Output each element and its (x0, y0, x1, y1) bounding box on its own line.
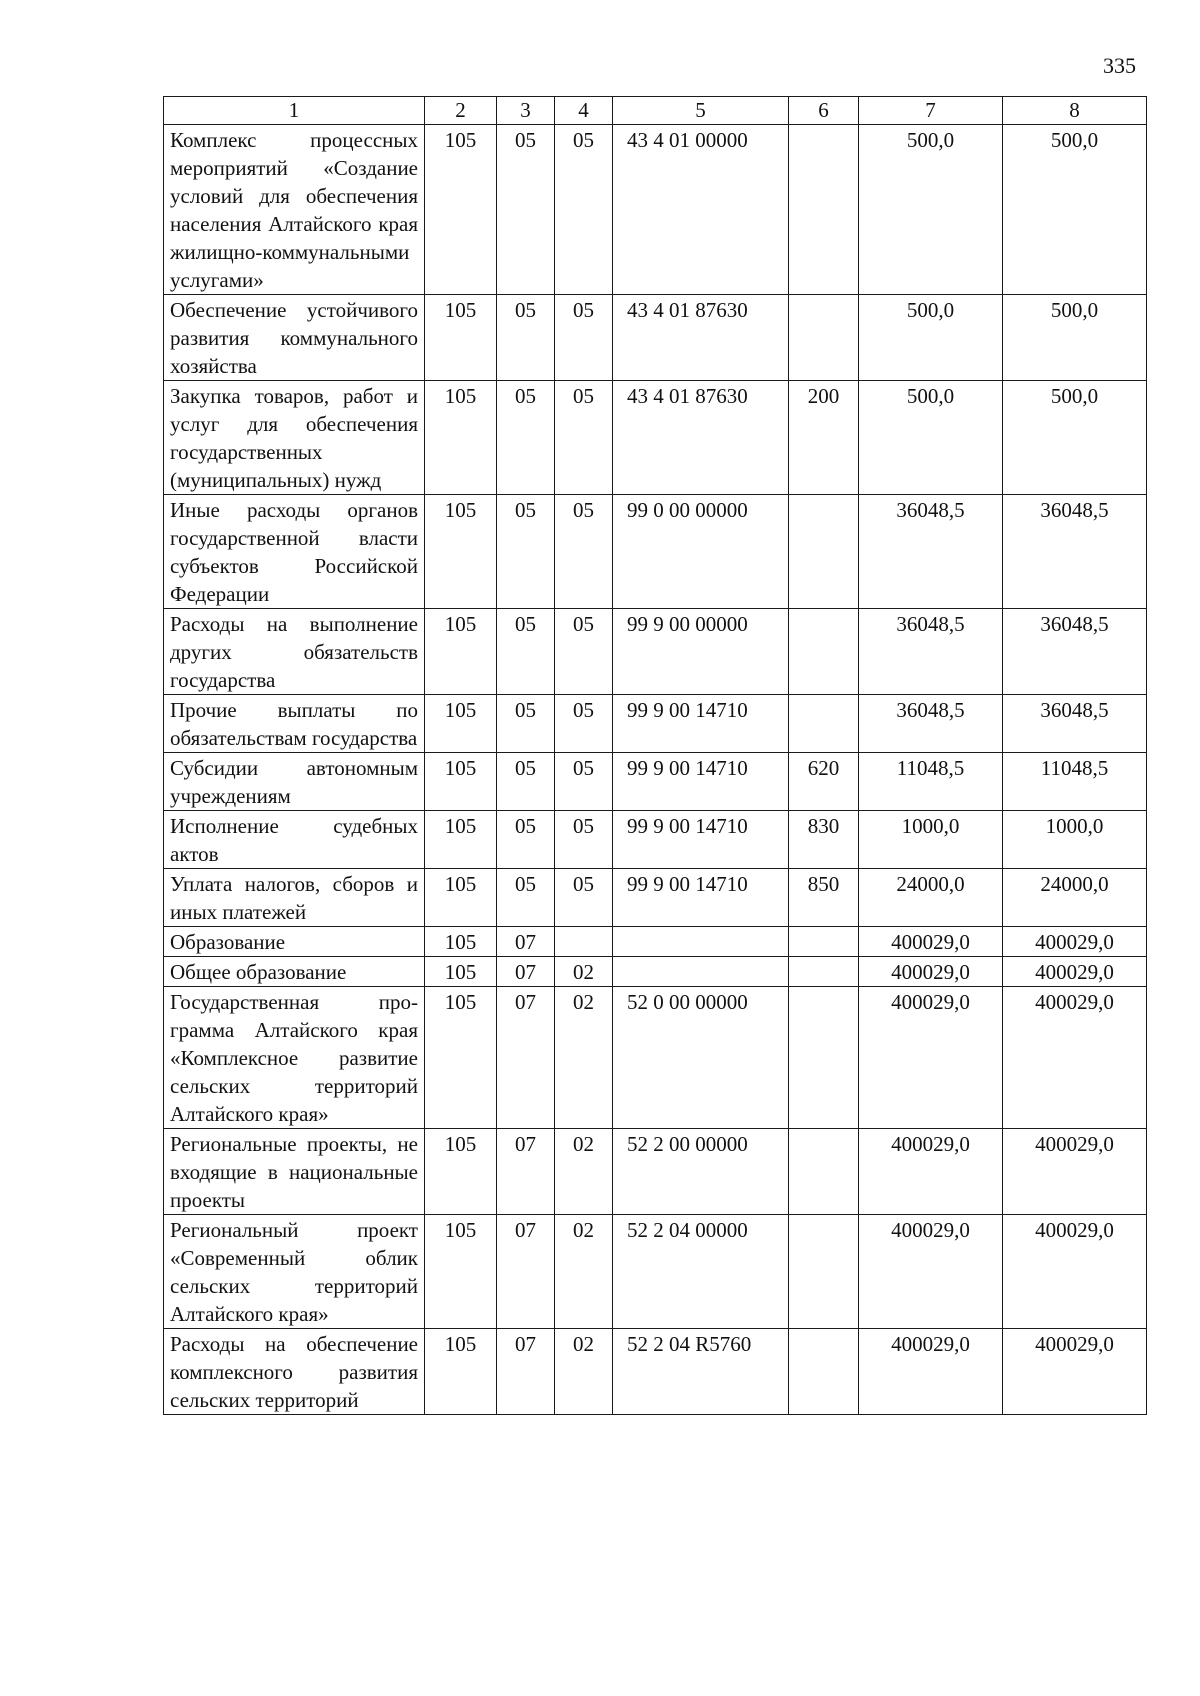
section-code-cell: 105 (425, 957, 497, 987)
target-article-cell: 43 4 01 87630 (613, 295, 789, 381)
target-article-cell: 52 2 04 R5760 (613, 1329, 789, 1415)
subsection2-code-cell (555, 927, 613, 957)
subsection-code-cell: 05 (497, 125, 555, 295)
subsection2-code-cell: 05 (555, 381, 613, 495)
row-name-cell: Общее образование (164, 957, 425, 987)
subsection-code-cell: 05 (497, 495, 555, 609)
target-article-cell: 99 9 00 14710 (613, 869, 789, 927)
table-row (164, 1329, 1147, 1415)
subsection-code-cell: 07 (497, 987, 555, 1129)
expense-type-cell (789, 927, 859, 957)
amount-col7-cell: 400029,0 (859, 1129, 1003, 1215)
expense-type-cell: 850 (789, 869, 859, 927)
amount-col7-cell: 400029,0 (859, 957, 1003, 987)
amount-col7-cell: 36048,5 (859, 609, 1003, 695)
subsection-code-cell: 05 (497, 695, 555, 753)
table-row (164, 381, 1147, 495)
budget-table (163, 96, 1147, 1415)
amount-col8-cell: 400029,0 (1003, 1329, 1147, 1415)
amount-col7-cell: 400029,0 (859, 987, 1003, 1129)
section-code-cell: 105 (425, 753, 497, 811)
section-code-cell: 105 (425, 927, 497, 957)
subsection2-code-cell: 02 (555, 957, 613, 987)
expense-type-cell (789, 1129, 859, 1215)
section-code-cell: 105 (425, 811, 497, 869)
amount-col7-cell: 36048,5 (859, 495, 1003, 609)
subsection2-code-cell: 05 (555, 811, 613, 869)
section-code-cell: 105 (425, 381, 497, 495)
amount-col8-cell: 400029,0 (1003, 927, 1147, 957)
amount-col7-cell: 1000,0 (859, 811, 1003, 869)
table-row (164, 869, 1147, 927)
amount-col8-cell: 500,0 (1003, 381, 1147, 495)
row-name-cell: Образование (164, 927, 425, 957)
target-article-cell (613, 957, 789, 987)
subsection2-code-cell: 05 (555, 125, 613, 295)
section-code-cell: 105 (425, 495, 497, 609)
expense-type-cell: 200 (789, 381, 859, 495)
amount-col8-cell: 24000,0 (1003, 869, 1147, 927)
amount-col8-cell: 400029,0 (1003, 957, 1147, 987)
header-row (164, 97, 1147, 125)
target-article-cell (613, 927, 789, 957)
amount-col7-cell: 500,0 (859, 125, 1003, 295)
header-cell: 7 (859, 97, 1003, 125)
amount-col7-cell: 400029,0 (859, 1329, 1003, 1415)
subsection2-code-cell: 02 (555, 1215, 613, 1329)
table-row (164, 927, 1147, 957)
target-article-cell: 52 2 04 00000 (613, 1215, 789, 1329)
expense-type-cell (789, 957, 859, 987)
header-cell: 4 (555, 97, 613, 125)
row-name-cell: Региональный проект «Современный облик сельских территорий Алтайского края» (164, 1215, 425, 1329)
subsection-code-cell: 05 (497, 295, 555, 381)
table-row (164, 695, 1147, 753)
target-article-cell: 43 4 01 87630 (613, 381, 789, 495)
target-article-cell: 99 9 00 00000 (613, 609, 789, 695)
target-article-cell: 52 0 00 00000 (613, 987, 789, 1129)
row-name-cell: Иные расходы органов государственной власти субъектов Российской Федерации (164, 495, 425, 609)
row-name-cell: Закупка товаров, работ и услуг для обеспечения государственных (муниципальных) нужд (164, 381, 425, 495)
amount-col8-cell: 400029,0 (1003, 1129, 1147, 1215)
amount-col7-cell: 11048,5 (859, 753, 1003, 811)
table-row (164, 811, 1147, 869)
subsection-code-cell: 07 (497, 1215, 555, 1329)
amount-col7-cell: 400029,0 (859, 1215, 1003, 1329)
amount-col7-cell: 500,0 (859, 381, 1003, 495)
section-code-cell: 105 (425, 1215, 497, 1329)
amount-col7-cell: 24000,0 (859, 869, 1003, 927)
header-cell: 6 (789, 97, 859, 125)
section-code-cell: 105 (425, 987, 497, 1129)
subsection2-code-cell: 05 (555, 295, 613, 381)
section-code-cell: 105 (425, 1129, 497, 1215)
subsection-code-cell: 05 (497, 609, 555, 695)
page-number: 335 (1103, 53, 1136, 78)
row-name-cell: Расходы на выполнение других обязательств государства (164, 609, 425, 695)
expense-type-cell (789, 987, 859, 1129)
target-article-cell: 99 9 00 14710 (613, 811, 789, 869)
table-row (164, 987, 1147, 1129)
amount-col8-cell: 400029,0 (1003, 1215, 1147, 1329)
header-cell: 5 (613, 97, 789, 125)
row-name-cell: Прочие выплаты по обязательствам государства (164, 695, 425, 753)
section-code-cell: 105 (425, 1329, 497, 1415)
subsection2-code-cell: 05 (555, 495, 613, 609)
expense-type-cell (789, 495, 859, 609)
subsection2-code-cell: 02 (555, 987, 613, 1129)
table-row (164, 753, 1147, 811)
subsection-code-cell: 05 (497, 753, 555, 811)
subsection2-code-cell: 05 (555, 753, 613, 811)
amount-col8-cell: 500,0 (1003, 125, 1147, 295)
section-code-cell: 105 (425, 295, 497, 381)
subsection-code-cell: 07 (497, 957, 555, 987)
amount-col8-cell: 11048,5 (1003, 753, 1147, 811)
table-row (164, 609, 1147, 695)
amount-col7-cell: 36048,5 (859, 695, 1003, 753)
expense-type-cell: 830 (789, 811, 859, 869)
amount-col8-cell: 36048,5 (1003, 609, 1147, 695)
table-row (164, 495, 1147, 609)
row-name-cell: Обеспечение устойчивого развития коммунального хозяйства (164, 295, 425, 381)
amount-col8-cell: 1000,0 (1003, 811, 1147, 869)
table-row (164, 1129, 1147, 1215)
table-row (164, 125, 1147, 295)
expense-type-cell (789, 125, 859, 295)
subsection-code-cell: 05 (497, 381, 555, 495)
table-row (164, 957, 1147, 987)
subsection-code-cell: 07 (497, 1129, 555, 1215)
section-code-cell: 105 (425, 695, 497, 753)
row-name-cell: Субсидии автономным учреждениям (164, 753, 425, 811)
subsection2-code-cell: 02 (555, 1129, 613, 1215)
amount-col8-cell: 36048,5 (1003, 695, 1147, 753)
target-article-cell: 52 2 00 00000 (613, 1129, 789, 1215)
expense-type-cell: 620 (789, 753, 859, 811)
expense-type-cell (789, 1329, 859, 1415)
amount-col8-cell: 400029,0 (1003, 987, 1147, 1129)
header-cell: 3 (497, 97, 555, 125)
subsection2-code-cell: 05 (555, 869, 613, 927)
target-article-cell: 99 9 00 14710 (613, 695, 789, 753)
header-cell: 8 (1003, 97, 1147, 125)
amount-col7-cell: 500,0 (859, 295, 1003, 381)
row-name-cell: Уплата налогов, сборов и иных платежей (164, 869, 425, 927)
amount-col8-cell: 36048,5 (1003, 495, 1147, 609)
amount-col7-cell: 400029,0 (859, 927, 1003, 957)
expense-type-cell (789, 1215, 859, 1329)
expense-type-cell (789, 295, 859, 381)
section-code-cell: 105 (425, 869, 497, 927)
amount-col8-cell: 500,0 (1003, 295, 1147, 381)
subsection-code-cell: 07 (497, 1329, 555, 1415)
target-article-cell: 43 4 01 00000 (613, 125, 789, 295)
row-name-cell: Государственная программа Алтайского края «Комплексное развитие сельских территорий Алтайского края» (164, 987, 425, 1129)
row-name-cell: Исполнение судебных актов (164, 811, 425, 869)
row-name-cell: Расходы на обеспечение комплексного развития сельских территорий (164, 1329, 425, 1415)
subsection2-code-cell: 02 (555, 1329, 613, 1415)
target-article-cell: 99 0 00 00000 (613, 495, 789, 609)
table-row (164, 1215, 1147, 1329)
expense-type-cell (789, 695, 859, 753)
row-name-cell: Региональные проекты, не входящие в национальные проекты (164, 1129, 425, 1215)
target-article-cell: 99 9 00 14710 (613, 753, 789, 811)
row-name-cell: Комплекс процессных мероприятий «Создание условий для обеспечения населения Алтайского края жилищно-коммунальными услугами» (164, 125, 425, 295)
header-cell: 1 (164, 97, 425, 125)
header-cell: 2 (425, 97, 497, 125)
expense-type-cell (789, 609, 859, 695)
subsection2-code-cell: 05 (555, 695, 613, 753)
subsection2-code-cell: 05 (555, 609, 613, 695)
table-row (164, 295, 1147, 381)
subsection-code-cell: 05 (497, 811, 555, 869)
subsection-code-cell: 05 (497, 869, 555, 927)
section-code-cell: 105 (425, 125, 497, 295)
section-code-cell: 105 (425, 609, 497, 695)
subsection-code-cell: 07 (497, 927, 555, 957)
